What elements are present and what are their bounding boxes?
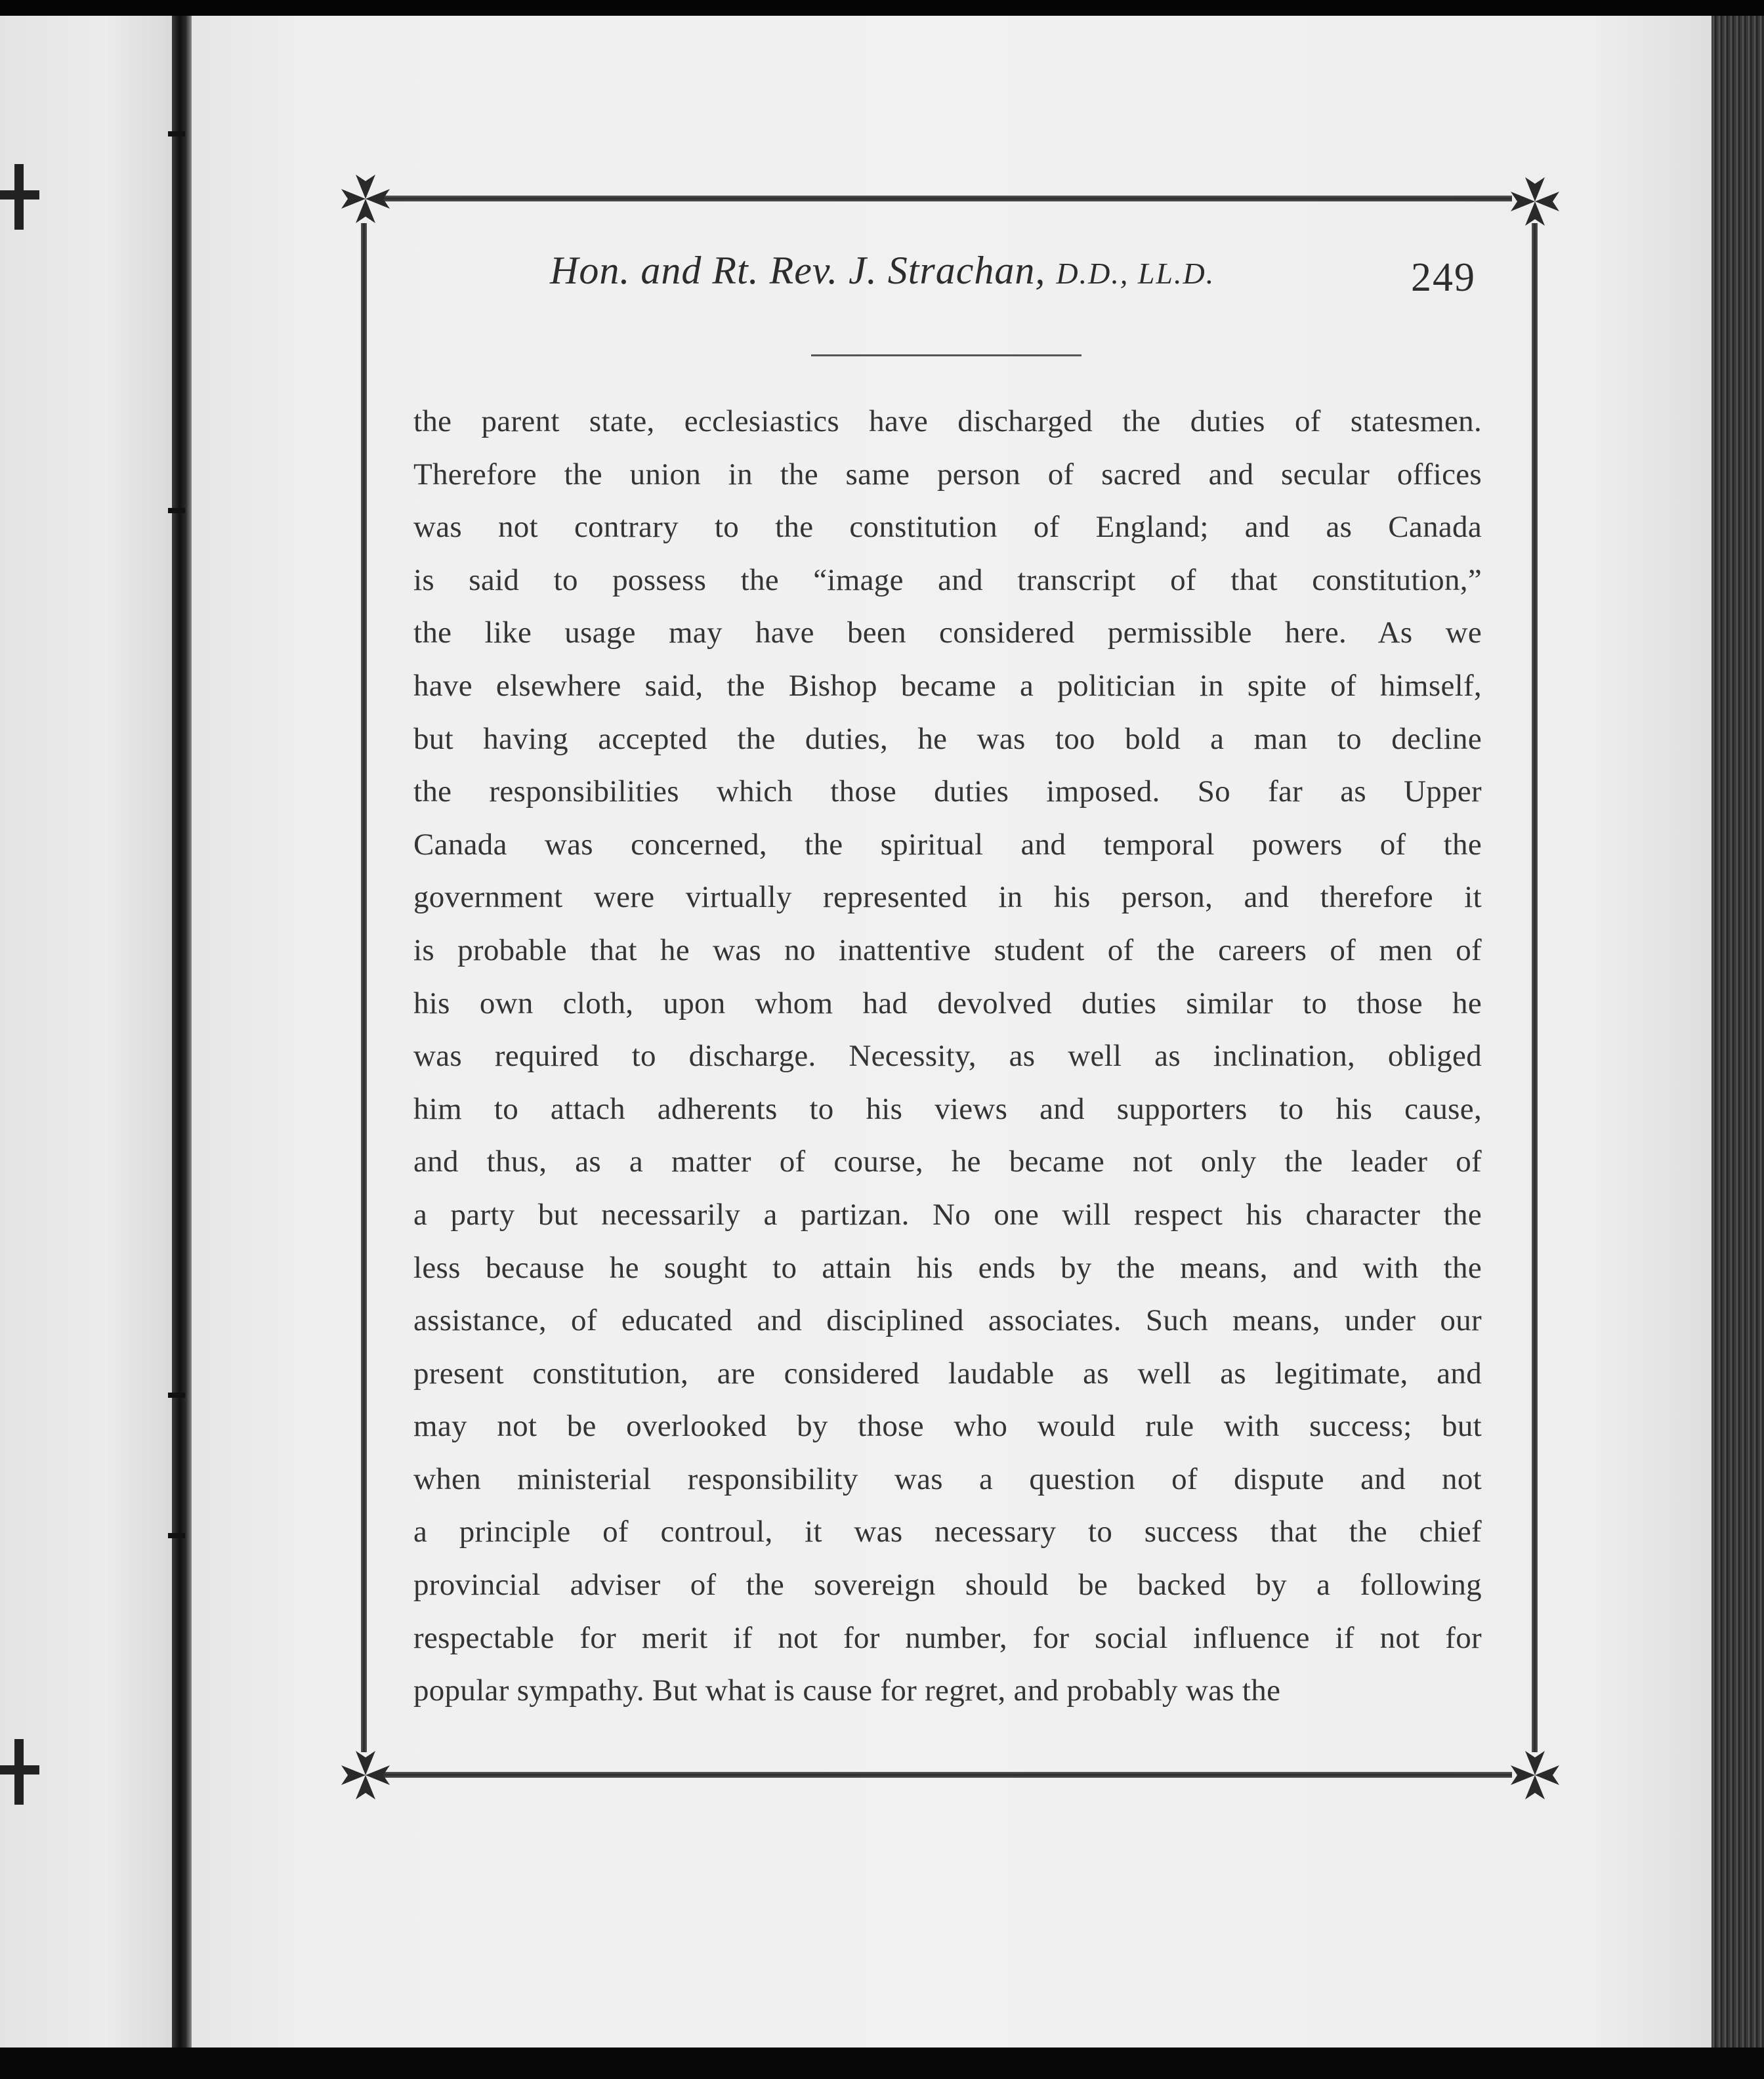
body-line: less because he sought to attain his ends by the means, and with the (413, 1250, 1482, 1285)
body-line: popular sympathy. But what is cause for regret, and probably was the (413, 1673, 1281, 1708)
page-number: 249 (1411, 255, 1476, 300)
body-line: is said to possess the “image and transcript of that constitution,” (413, 562, 1482, 597)
body-line: have elsewhere said, the Bishop became a politician in spite of himself, (413, 668, 1482, 703)
header-divider (811, 354, 1082, 356)
facing-page-cross-icon (0, 1739, 39, 1805)
running-head (550, 248, 1215, 293)
body-line: when ministerial responsibility was a question of dispute and not (413, 1461, 1482, 1496)
frame-bottom-rule (383, 1772, 1512, 1778)
body-line: the parent state, ecclesiastics have discharged the duties of statesmen. (413, 404, 1482, 438)
maltese-cross-icon (1505, 1746, 1564, 1805)
facing-page-cross-icon (0, 164, 39, 230)
body-line: the like usage may have been considered permissible here. As we (413, 616, 1482, 650)
body-line: his own cloth, upon whom had devolved duties similar to those he (413, 986, 1482, 1020)
scan-bottom-border (0, 2048, 1764, 2079)
body-line: was not contrary to the constitution of England; and as Canada (413, 510, 1482, 545)
scan-top-border (0, 0, 1764, 16)
body-line: is probable that he was no inattentive student of the careers of men of (413, 933, 1482, 967)
maltese-cross-icon (336, 1746, 395, 1805)
body-line: and thus, as a matter of course, he became not only the leader of (413, 1144, 1482, 1179)
body-line: him to attach adherents to his views and supporters to his cause, (413, 1091, 1482, 1126)
body-line: was required to discharge. Necessity, as well as inclination, obliged (413, 1039, 1482, 1074)
gutter-mark (168, 1533, 185, 1538)
body-text (413, 395, 1482, 1717)
body-line: government were virtually represented in his person, and therefore it (413, 880, 1482, 915)
body-line: the responsibilities which those duties imposed. So far as Upper (413, 774, 1482, 809)
maltese-cross-icon (1505, 172, 1564, 231)
frame-left-rule (361, 223, 367, 1752)
body-line: Therefore the union in the same person of sacred and secular offices (413, 457, 1482, 492)
body-line: may not be overlooked by those who would rule with success; but (413, 1409, 1482, 1444)
gutter-mark (168, 1393, 185, 1398)
body-line: but having accepted the duties, he was too bold a man to decline (413, 721, 1482, 756)
body-line: respectable for merit if not for number, for social influence if not for (413, 1620, 1482, 1655)
body-line: a party but necessarily a partizan. No one will respect his character the (413, 1197, 1482, 1232)
frame-right-rule (1532, 223, 1538, 1752)
body-line: Canada was concerned, the spiritual and temporal powers of the (413, 827, 1482, 862)
body-line: assistance, of educated and disciplined associates. Such means, under our (413, 1303, 1482, 1338)
gutter-mark (168, 131, 185, 136)
body-line: a principle of controul, it was necessary to success that the chief (413, 1515, 1482, 1549)
running-head-degrees: D.D., LL.D. (1056, 257, 1215, 290)
page-stack-edge (1712, 16, 1764, 2048)
gutter-mark (168, 508, 185, 513)
maltese-cross-icon (336, 169, 395, 228)
frame-top-rule (383, 196, 1512, 201)
running-head-title: Hon. and Rt. Rev. J. Strachan, (550, 249, 1046, 292)
body-line: provincial adviser of the sovereign should be backed by a following (413, 1568, 1482, 1603)
body-line: present constitution, are considered laudable as well as legitimate, and (413, 1356, 1482, 1391)
book-gutter (172, 16, 192, 2048)
